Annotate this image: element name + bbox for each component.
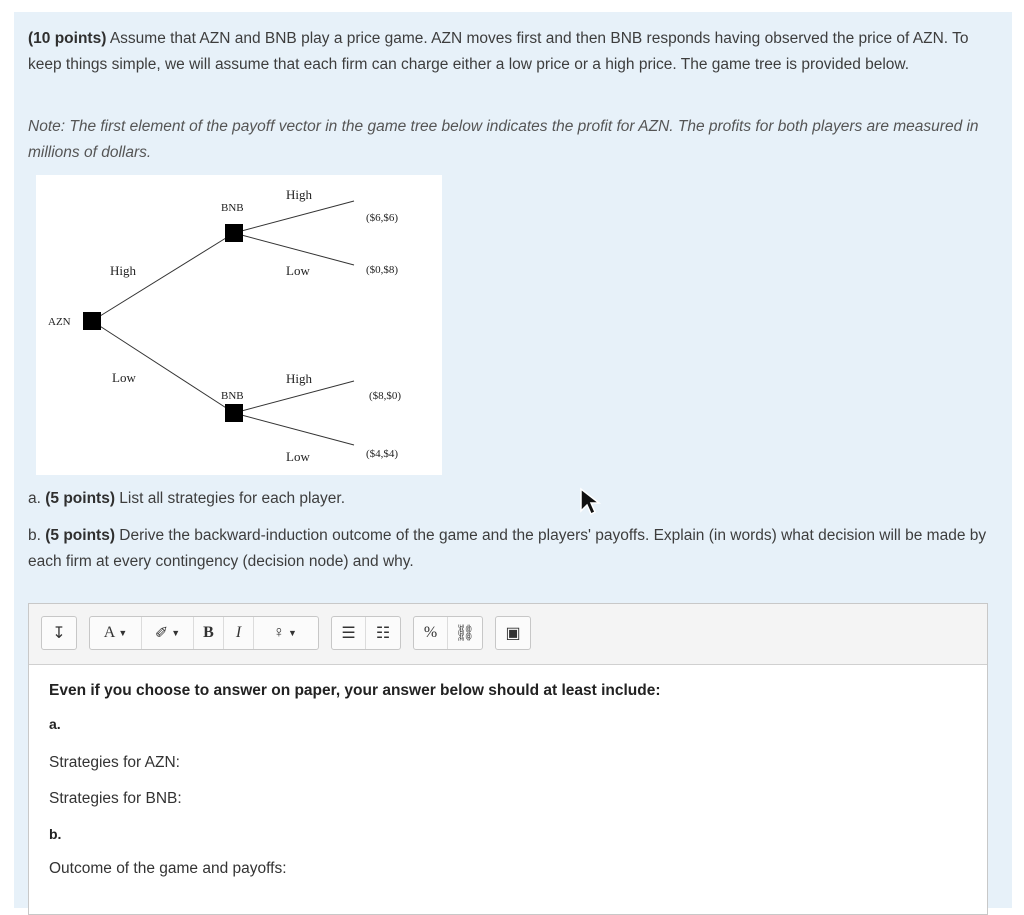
label-lower-high: High <box>286 371 312 386</box>
question-points: (10 points) <box>28 30 107 47</box>
part-b-label: b. <box>28 527 41 544</box>
answer-editor[interactable] <box>28 603 988 915</box>
insert-image-button[interactable]: ▣ <box>505 625 521 642</box>
unlink-button[interactable]: ⛓ <box>454 625 476 642</box>
label-root-low: Low <box>112 370 136 385</box>
toolbar-group-lists <box>331 616 401 650</box>
part-a-text: List all strategies for each player. <box>115 490 346 507</box>
chevron-down-icon: ▼ <box>288 628 297 638</box>
question-note: Note: The first element of the payoff vector in the game tree below indicates the profit for AZN. The profits for both players are measured in millions of dollars. <box>28 118 979 161</box>
toolbar-group-links <box>413 616 483 650</box>
font-style-button[interactable] <box>90 617 142 649</box>
edge-upper-low <box>234 233 354 265</box>
chevron-down-icon: ▼ <box>171 628 181 638</box>
editor-toolbar <box>29 604 987 665</box>
label-root: AZN <box>48 316 71 328</box>
edge-azn-low <box>92 321 234 413</box>
editor-a-label: a. <box>49 716 61 732</box>
game-tree <box>36 175 442 475</box>
link-button[interactable]: % <box>414 617 448 649</box>
toolbar-group-expand <box>41 616 77 650</box>
payoff-high-high: ($6,$6) <box>366 212 399 224</box>
question-body: Assume that AZN and BNB play a price game. AZN moves first and then BNB responds having observed the price of AZN. To keep things simple, we will assume that each firm can charge either a low price or a high price. The game tree is provided below. <box>28 30 969 73</box>
question-text <box>28 26 988 78</box>
part-a-points: (5 points) <box>45 490 115 507</box>
label-upper-node: BNB <box>221 202 244 214</box>
toolbar-group-media <box>495 616 531 650</box>
brush-icon: ✐ <box>154 625 169 642</box>
chevron-down-icon: ▼ <box>118 628 128 638</box>
color-button[interactable] <box>254 617 316 649</box>
mouse-pointer-icon <box>579 487 603 517</box>
label-upper-low: Low <box>286 263 310 278</box>
part-b <box>28 523 988 575</box>
node-bnb-upper <box>225 224 243 242</box>
toolbar-group-format <box>89 616 319 650</box>
editor-intro: Even if you choose to answer on paper, your answer below should at least include: <box>49 682 661 699</box>
question-panel <box>14 12 1012 908</box>
part-a <box>28 486 988 512</box>
unordered-list-button[interactable]: ☰ <box>332 617 366 649</box>
payoff-high-low: ($0,$8) <box>366 264 399 276</box>
part-b-text: Derive the backward-induction outcome of the game and the players' payoffs. Explain (in words) what decision will be made by each firm at every contingency (decision node) and why. <box>28 527 987 570</box>
editor-b-label: b. <box>49 826 62 842</box>
editor-outcome: Outcome of the game and payoffs: <box>49 860 287 877</box>
color-icon: ♀ <box>273 624 286 641</box>
edge-upper-high <box>234 201 354 233</box>
label-lower-node: BNB <box>221 390 244 402</box>
node-azn <box>83 312 101 330</box>
ordered-list-button[interactable]: ☷ <box>375 625 391 642</box>
bold-button[interactable]: B <box>194 617 224 649</box>
payoff-low-high: ($8,$0) <box>369 390 402 402</box>
expand-toolbar-button[interactable]: ↧ <box>52 625 66 642</box>
label-upper-high: High <box>286 187 312 202</box>
editor-bnb-strategies: Strategies for BNB: <box>49 790 182 807</box>
node-bnb-lower <box>225 404 243 422</box>
text-brush-button[interactable] <box>142 617 194 649</box>
editor-azn-strategies: Strategies for AZN: <box>49 754 180 771</box>
game-tree-diagram <box>36 175 442 475</box>
payoff-low-low: ($4,$4) <box>366 448 399 460</box>
italic-button[interactable]: I <box>224 617 254 649</box>
edge-lower-low <box>234 413 354 445</box>
part-b-points: (5 points) <box>45 527 115 544</box>
part-a-label: a. <box>28 490 41 507</box>
font-style-icon: A <box>103 624 116 641</box>
label-lower-low: Low <box>286 449 310 464</box>
label-root-high: High <box>110 263 136 278</box>
